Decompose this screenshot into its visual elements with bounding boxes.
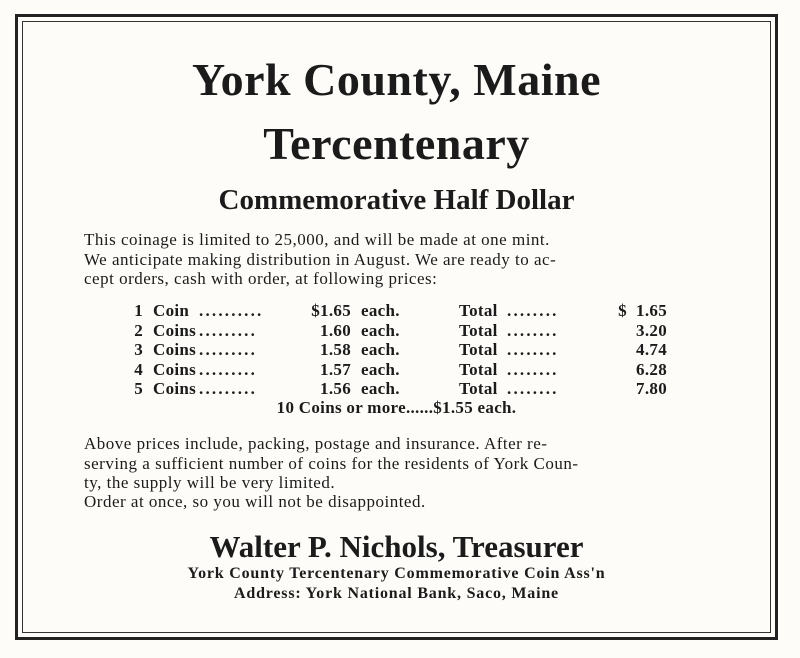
terms-paragraph <box>84 434 748 493</box>
row-total-label: Total <box>459 379 498 398</box>
row-unit-price: 1.58 <box>320 340 351 359</box>
row-total-dots: ........ <box>507 320 559 340</box>
closing-line: Order at once, so you will not be disappointed. <box>84 492 426 511</box>
row-unit: Coins <box>153 340 197 359</box>
intro-line: This coinage is limited to 25,000, and will be made at one mint. <box>84 230 550 249</box>
row-total-amount: 6.28 <box>636 359 667 379</box>
row-quantity: 3 <box>134 340 143 359</box>
title-line-1: York County, Maine <box>192 54 601 105</box>
row-unit-price: 1.60 <box>320 320 351 340</box>
terms-line: Above prices include, packing, postage and insurance. After re- <box>84 434 548 453</box>
row-total-label: Total <box>459 340 498 359</box>
row-total-label: Total <box>459 359 498 379</box>
row-quantity: 4 <box>134 359 143 379</box>
row-quantity: 1 <box>134 301 143 320</box>
row-each-label: each. <box>361 379 400 398</box>
row-leader-dots: ......... <box>199 359 258 379</box>
row-total-label: Total <box>459 320 498 340</box>
row-unit: Coin <box>153 301 190 320</box>
row-leader-dots: .......... <box>199 301 264 320</box>
row-each-label: each. <box>361 320 400 340</box>
title-line-2: Tercentenary <box>263 118 530 169</box>
terms-line: ty, the supply will be very limited. <box>84 473 336 492</box>
row-unit-price: 1.57 <box>320 359 351 379</box>
intro-line: We anticipate making distribution in August. We are ready to ac- <box>84 249 557 269</box>
row-unit: Coins <box>153 320 197 340</box>
row-leader-dots: ......... <box>199 340 258 359</box>
row-leader-dots: ......... <box>199 320 258 340</box>
row-total-dots: ........ <box>507 301 559 320</box>
bulk-price-line: 10 Coins or more......$1.55 each. <box>276 398 517 417</box>
row-total-dots: ........ <box>507 359 559 379</box>
subtitle: Commemorative Half Dollar <box>218 184 575 216</box>
terms-line: serving a sufficient number of coins for the residents of York Coun- <box>84 453 579 473</box>
row-each-label: each. <box>361 359 400 379</box>
signer-name: Walter P. Nichols, Treasurer <box>209 529 584 564</box>
advertisement <box>24 24 769 630</box>
row-each-label: each. <box>361 301 400 320</box>
row-quantity: 5 <box>134 379 143 398</box>
row-total-label: Total <box>459 301 498 320</box>
row-quantity: 2 <box>134 320 143 340</box>
row-unit-price: 1.56 <box>320 379 351 398</box>
intro-paragraph <box>84 230 748 289</box>
row-total-amount: $ 1.65 <box>618 301 667 320</box>
row-total-dots: ........ <box>507 379 559 398</box>
row-unit: Coins <box>153 359 197 379</box>
intro-line: cept orders, cash with order, at following prices: <box>84 269 438 288</box>
row-total-dots: ........ <box>507 340 559 359</box>
association-name: York County Tercentenary Commemorative Coin Ass'n <box>187 565 606 582</box>
row-each-label: each. <box>361 340 400 359</box>
row-total-amount: 7.80 <box>636 379 667 398</box>
row-unit-price: $1.65 <box>311 301 351 320</box>
row-leader-dots: ......... <box>199 379 258 398</box>
row-total-amount: 3.20 <box>636 320 667 340</box>
association-address: Address: York National Bank, Saco, Maine <box>234 585 559 602</box>
row-total-amount: 4.74 <box>636 340 667 359</box>
row-unit: Coins <box>153 379 197 398</box>
